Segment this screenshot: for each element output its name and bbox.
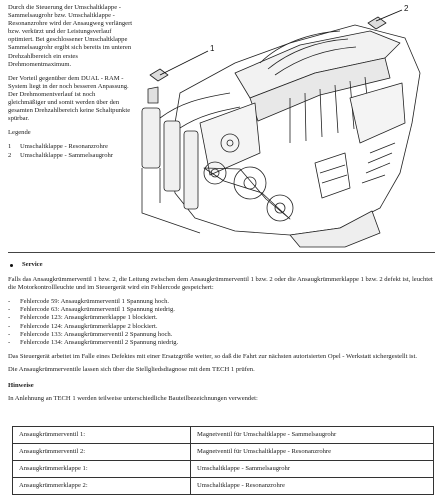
table-cell: Magnetventil für Umschaltklappe - Sammelsaugrohr [191,427,434,444]
table-cell: Umschaltklappe - Resonanzrohre [191,478,434,495]
error-code: Fehlercode 59: Ansaugkrümmerventil 1 Spannung hoch. [20,298,170,306]
legend-number: 1 [8,143,12,151]
error-code: Fehlercode 134: Ansaugkrümmerventil 2 Spannung niedrig. [20,338,179,346]
table-cell: Ansaugkrümmerventil 1: [13,427,191,444]
table-row [13,444,434,461]
legend-item-1 [8,143,133,151]
list-item: - Fehlercode 63: Ansaugkrümmerventil 1 Spannung niedrig. [8,306,175,314]
legend-title: Legende [8,129,31,137]
legend-item-2 [8,152,133,160]
engine-illustration [140,3,440,249]
section-divider [8,252,435,253]
callout-2: 2 [404,4,409,13]
table-row [13,427,434,444]
callout-1: 1 [210,44,215,53]
service-paragraph-1: Falls das Ansaugkrümmerventil 1 bzw. 2, die Leitung zwischen dem Ansaugkrümmerventil 1 bzw. 2 oder die Ansaugkrümmerklappe 1 bzw. 2 defekt ist, leuchtet die Motorkontrollleuchte und im Steuergerät wird ein Fehlercode gespeichert: [8,276,433,292]
error-code: Fehlercode 63: Ansaugkrümmerventil 1 Spannung niedrig. [20,306,175,314]
service-paragraph-3: Die Ansaugkrümmerventile lassen sich über die Stellgliedsdiagnose mit dem TECH 1 prüfen. [8,365,255,373]
error-code: Fehlercode 123: Ansaugkrümmerklappe 1 blockiert. [20,314,158,322]
designation-table [12,426,434,495]
hint-text: In Anlehnung an TECH 1 werden teilweise unterschiedliche Bauteilbezeichnungen verwendet: [8,395,258,403]
table-cell: Magnetventil für Umschaltklappe - Resonanzrohre [191,444,434,461]
legend-number: 2 [8,151,12,159]
error-code: Fehlercode 133: Ansaugkrümmerventil 2 Spannung hoch. [20,330,173,338]
table-row [13,478,434,495]
list-item: - Fehlercode 59: Ansaugkrümmerventil 1 Spannung hoch. [8,298,170,306]
list-item: - Fehlercode 124: Ansaugkrümmerklappe 2 blockiert. [8,322,158,330]
list-item: - Fehlercode 123: Ansaugkrümmerklappe 1 blockiert. [8,314,158,322]
table-cell: Umschaltklappe - Sammelsaugrohr [191,461,434,478]
service-heading: Service [22,261,43,268]
intro-paragraph-1: Durch die Steuerung der Umschaltklappe - Sammelsaugrohr bzw. Umschaltklappe - Resonanzrohre wird der Ansaugweg verlängert bzw. verkürzt und der Leistungsverlauf optimiert. Bei geschlossener Umschaltklappe Sammelsaugrohr ergibt sich bereits im unteren Drehzahlbereich ein erstes Drehmomentmaximum. [8,4,133,68]
hint-heading: Hinweise [8,382,34,390]
list-item: - Fehlercode 133: Ansaugkrümmerventil 2 Spannung hoch. [8,330,173,338]
service-heading-row [8,261,436,269]
table-cell: Ansaugkrümmerklappe 2: [13,478,191,495]
error-code: Fehlercode 124: Ansaugkrümmerklappe 2 blockiert. [20,322,158,330]
bullet-icon [10,264,13,267]
service-section [8,261,436,408]
table-row [13,461,434,478]
list-item: - Fehlercode 134: Ansaugkrümmerventil 2 Spannung niedrig. [8,338,179,346]
legend-text: Umschaltklappe - Sammelsaugrohr [20,151,114,159]
error-code-list [8,298,436,347]
intro-paragraph-2: Der Vorteil gegenüber dem DUAL - RAM - System liegt in der noch besseren Anpassung. Der Drehmomentverlauf ist noch gleichmäßiger und somit werden über den gesamten Drehzahlbereich keine Schaltpunkte spürbar. [8,74,131,123]
table-cell: Ansaugkrümmerklappe 1: [13,461,191,478]
service-paragraph-2: Das Steuergerät arbeitet im Falle eines Defektes mit einer Ersatzgröße weiter, so daß die Fahrt zur nächsten autorisierten Opel - Werkstatt sichergestellt ist. [8,352,417,360]
table-cell: Ansaugkrümmerventil 2: [13,444,191,461]
intake-canister-left [142,108,160,168]
intro-column [8,4,133,160]
legend-text: Umschaltklappe - Resonanzrohre [20,143,108,151]
